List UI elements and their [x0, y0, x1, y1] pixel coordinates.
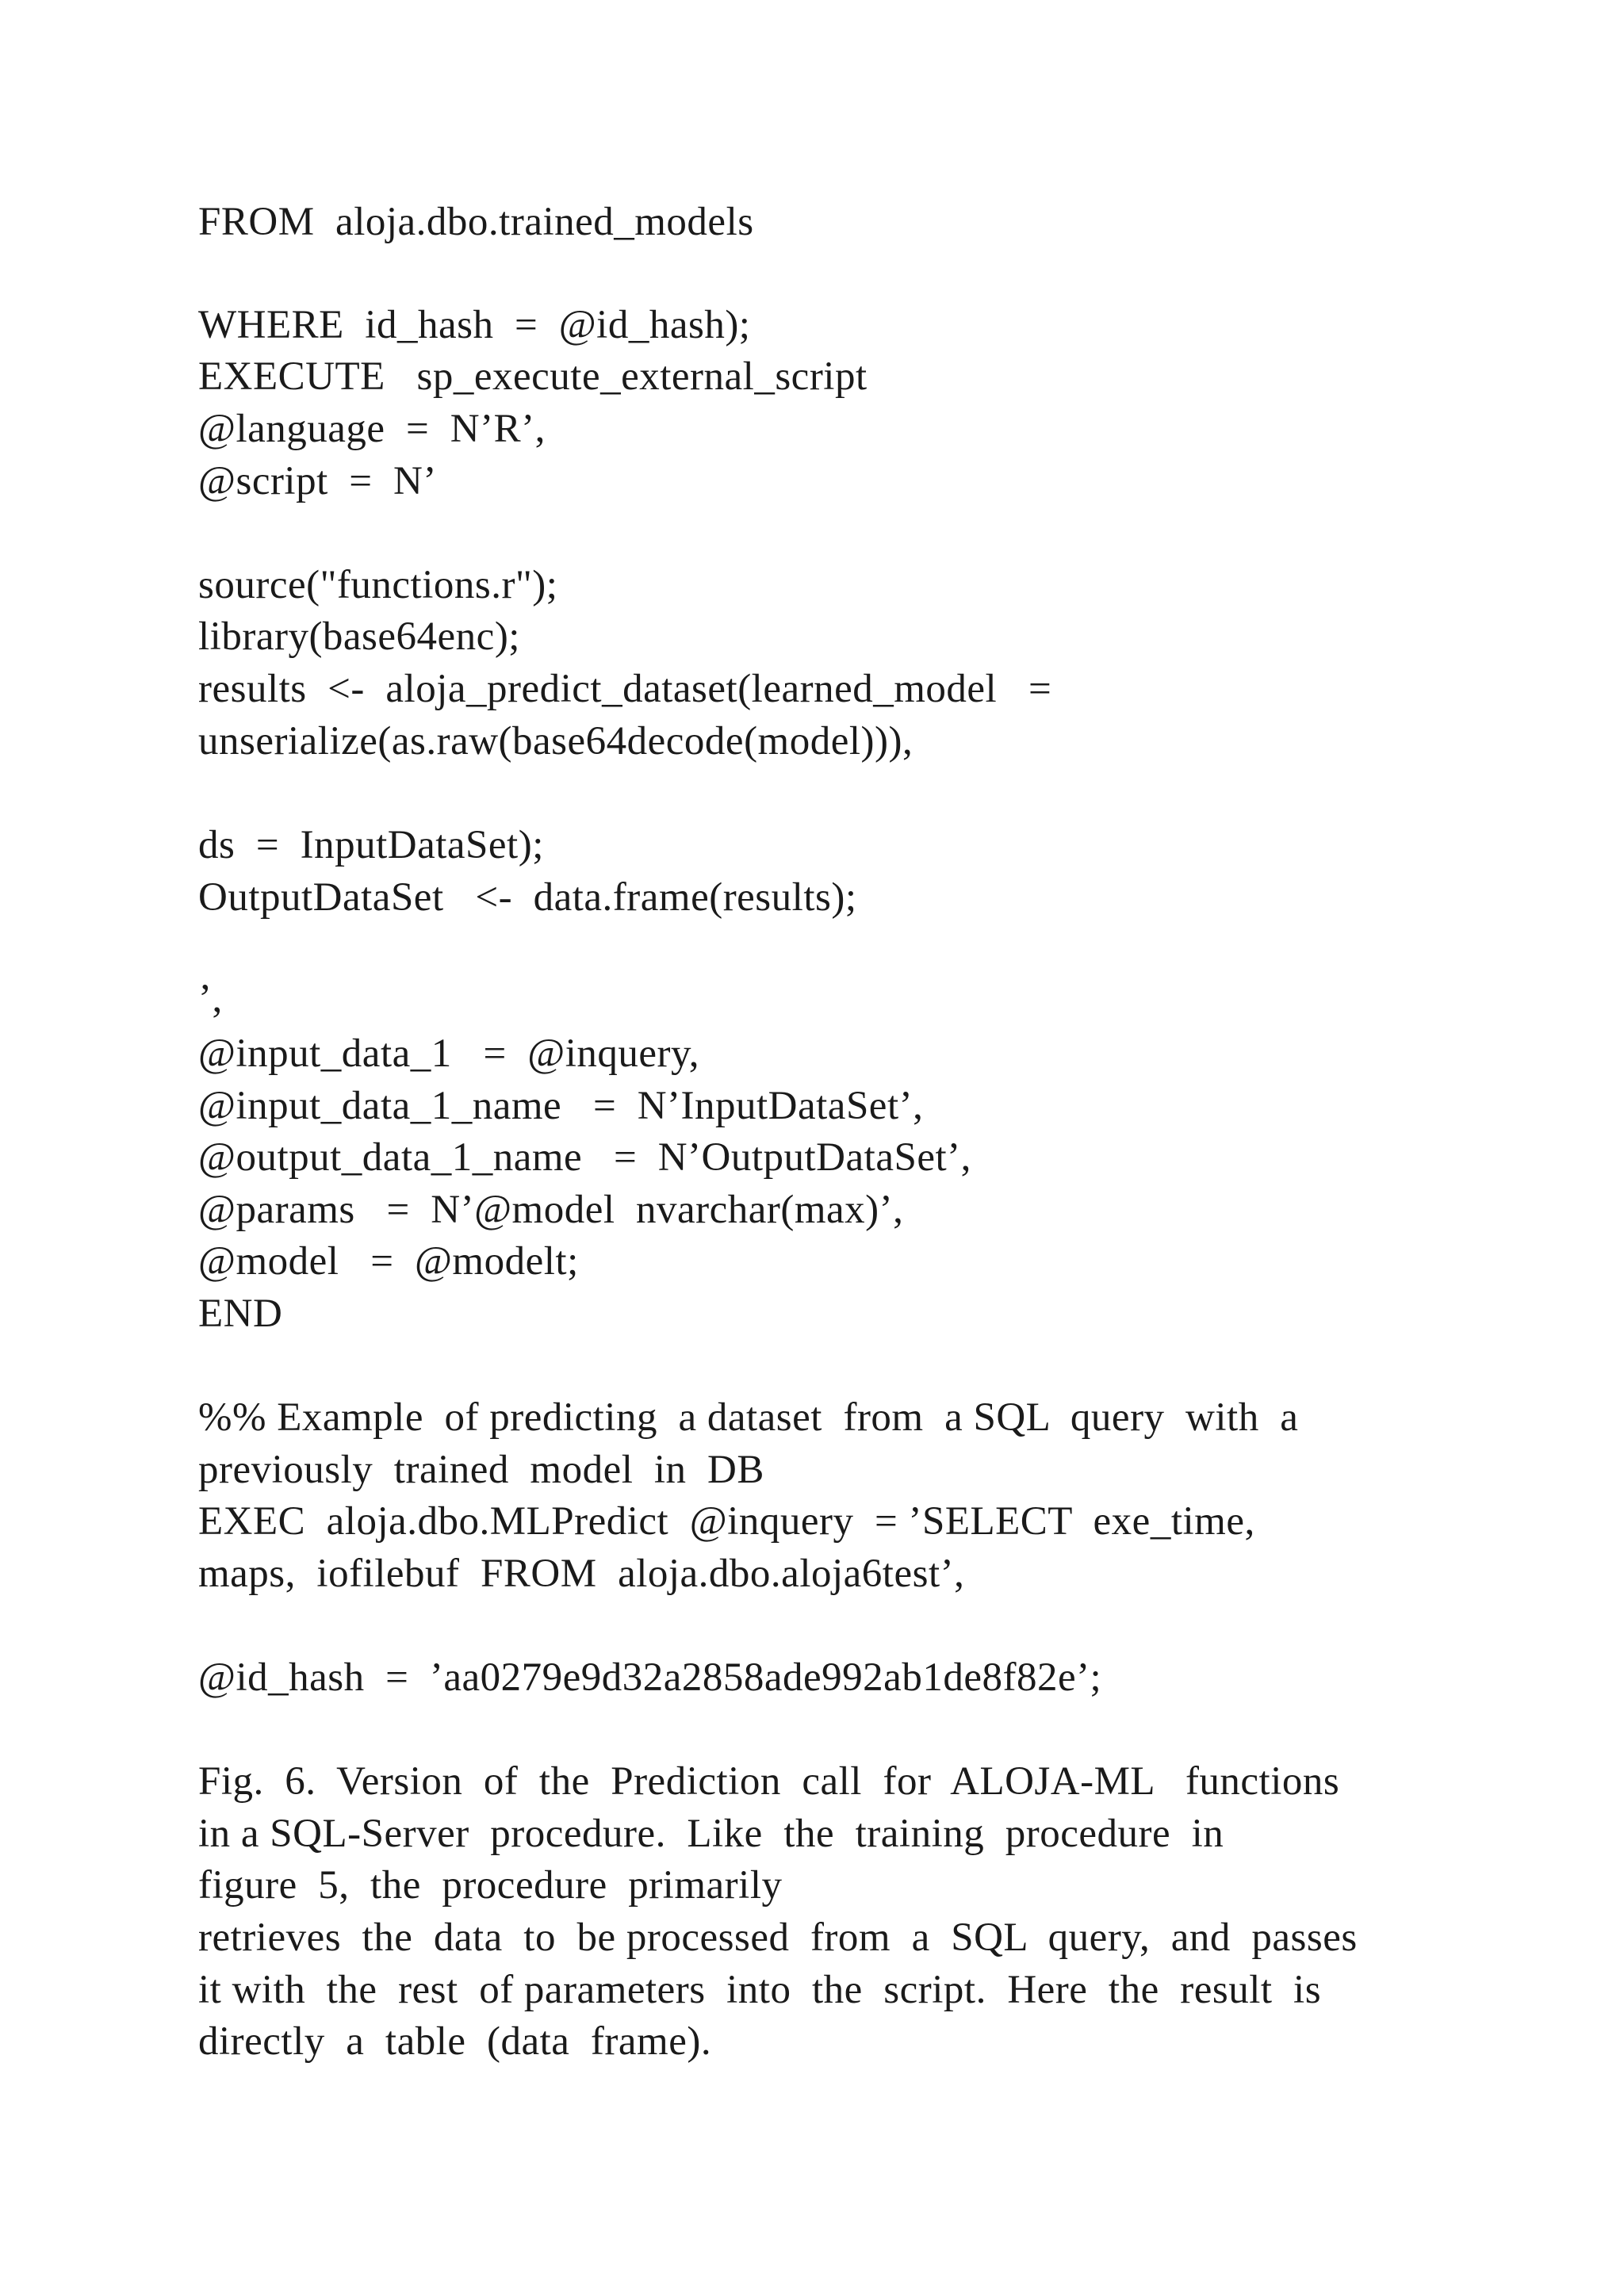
caption-line: it with the rest of parameters into the script. Here the result is	[198, 1968, 1322, 2012]
example-line: maps, iofilebuf FROM aloja.dbo.aloja6test’,	[198, 1552, 965, 1596]
code-line: @input_data_1 = @inquery,	[198, 1031, 699, 1076]
code-line: @input_data_1_name = N’InputDataSet’,	[198, 1084, 924, 1128]
code-line: unserialize(as.raw(base64decode(model))),	[198, 719, 914, 763]
example-line: previously trained model in DB	[198, 1448, 764, 1492]
code-line: source("functions.r");	[198, 563, 558, 607]
example-line: %% Example of predicting a dataset from a SQL query with a	[198, 1395, 1299, 1440]
code-line: EXECUTE sp_execute_external_script	[198, 354, 868, 399]
caption-line: in a SQL-Server procedure. Like the training procedure in	[198, 1812, 1224, 1856]
code-line: ’,	[198, 977, 223, 1021]
code-line: ds = InputDataSet);	[198, 823, 544, 867]
caption-line: Fig. 6. Version of the Prediction call for ALOJA-ML functions	[198, 1759, 1340, 1804]
code-line: @output_data_1_name = N’OutputDataSet’,	[198, 1135, 971, 1180]
caption-line: directly a table (data frame).	[198, 2019, 712, 2064]
code-line: library(base64enc);	[198, 614, 520, 659]
code-line: END	[198, 1292, 283, 1336]
code-line: FROM aloja.dbo.trained_models	[198, 200, 754, 244]
code-line: OutputDataSet <- data.frame(results);	[198, 875, 857, 920]
example-line: @id_hash = ’aa0279e9d32a2858ade992ab1de8f82e’;	[198, 1655, 1102, 1700]
code-line: @params = N’@model nvarchar(max)’,	[198, 1188, 904, 1232]
caption-line: retrieves the data to be processed from a SQL query, and passes	[198, 1915, 1358, 1960]
code-line: @model = @modelt;	[198, 1239, 579, 1284]
caption-line: figure 5, the procedure primarily	[198, 1863, 783, 1908]
code-line: @script = N’	[198, 459, 437, 503]
code-line: WHERE id_hash = @id_hash);	[198, 303, 751, 347]
code-line: results <- aloja_predict_dataset(learned_model =	[198, 667, 1052, 711]
code-line: @language = N’R’,	[198, 407, 546, 451]
example-line: EXEC aloja.dbo.MLPredict @inquery = ’SELECT exe_time,	[198, 1499, 1255, 1544]
